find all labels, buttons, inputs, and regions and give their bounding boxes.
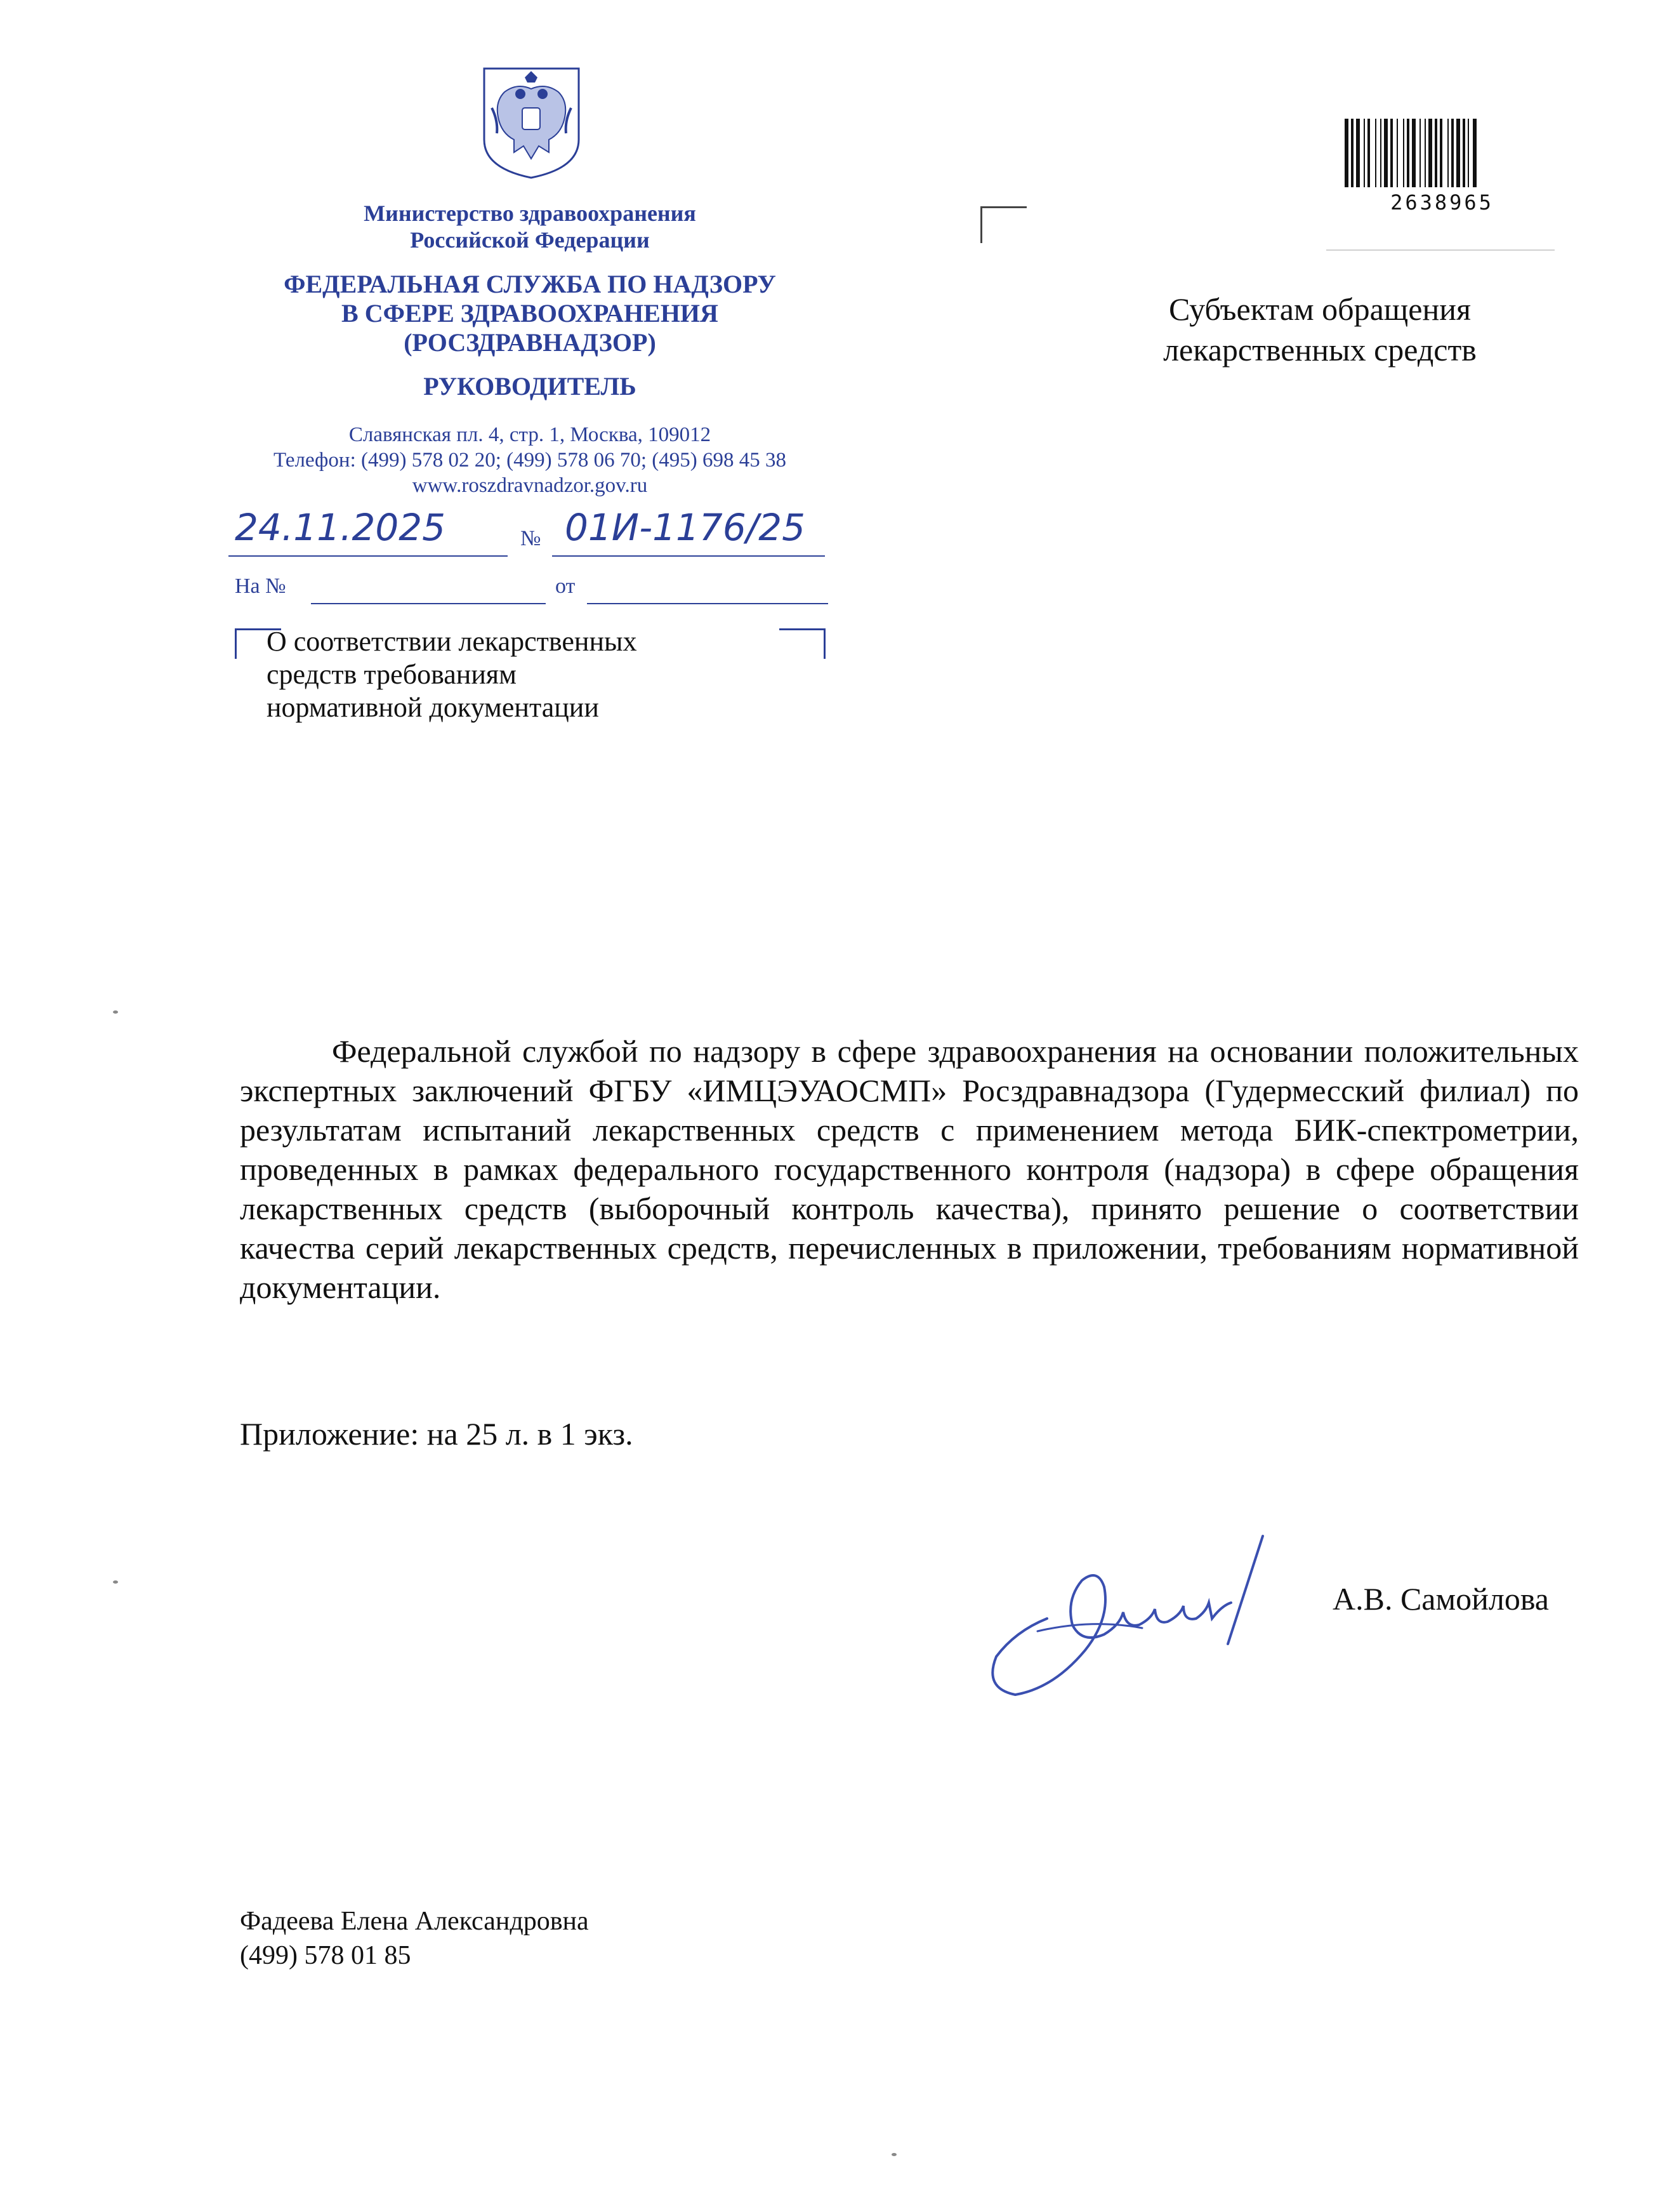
barcode-bar	[1428, 119, 1432, 187]
attachment-note: Приложение: на 25 л. в 1 экз.	[240, 1416, 633, 1452]
subject	[267, 625, 761, 724]
handwritten-signature	[977, 1498, 1345, 1707]
scan-speck	[113, 1010, 118, 1014]
service-name	[190, 270, 869, 357]
reference-date-label: от	[555, 574, 576, 598]
barcode-bar	[1375, 119, 1376, 187]
barcode-bar	[1451, 119, 1454, 187]
barcode-number: 2638965	[1390, 190, 1494, 215]
address: Славянская пл. 4, стр. 1, Москва, 109012	[348, 423, 711, 446]
barcode-bar	[1397, 119, 1398, 187]
phones: Телефон: (499) 578 02 20; (499) 578 06 70; (495) 698 45 38	[273, 449, 787, 472]
barcode-bar	[1456, 119, 1460, 187]
registration-number: 01И-1176/25	[565, 506, 806, 549]
ministry-line-2: Российской Федерации	[410, 227, 650, 253]
barcode-bar	[1367, 119, 1370, 187]
registration-date: 24.11.2025	[235, 506, 446, 549]
head-title: РУКОВОДИТЕЛЬ	[423, 372, 636, 401]
registration-number-label: №	[520, 527, 541, 550]
scan-speck	[113, 1580, 118, 1584]
subject-line-1: О соответствии лекарственных	[267, 626, 637, 657]
barcode-bar	[1420, 119, 1421, 187]
addressee-line-1: Субъектам обращения	[1169, 291, 1471, 327]
addressee-corner-mark	[980, 206, 1027, 243]
subject-line-2: средств требованиям	[267, 659, 517, 690]
barcode-bar	[1380, 119, 1381, 187]
barcode-underline	[1326, 249, 1555, 251]
addressee-line-2: лекарственных средств	[1163, 332, 1477, 368]
subject-bracket-right	[779, 628, 826, 659]
barcode	[1342, 117, 1545, 190]
contacts	[190, 422, 869, 498]
registration-date-field	[228, 505, 508, 557]
barcode-bar	[1447, 119, 1449, 187]
reference-number-line	[311, 603, 546, 604]
service-line-3: (РОСЗДРАВНАДЗОР)	[404, 328, 656, 357]
executor-phone: (499) 578 01 85	[240, 1941, 411, 1970]
website: www.roszdravnadzor.gov.ru	[412, 474, 648, 497]
reference-number-label: На №	[235, 574, 286, 598]
executor-info	[240, 1904, 589, 1973]
ministry-line-1: Министерство здравоохранения	[364, 201, 696, 226]
body-paragraph: Федеральной службой по надзору в сфере здравоохранения на основании положительных экспертных заключений ФГБУ «ИМЦЭУАОСМП» Росздравнадзора (Гудермесский филиал) по результатам испытаний лекарственных средств с применением метода БИК-спектрометрии, проведенных в рамках федерального государственного контроля (надзора) в сфере обращения лекарственных средств (выборочный контроль качества), принято решение о соответствии качества серий лекарственных средств, перечисленных в приложении, требованиям нормативной документации.	[240, 1033, 1579, 1305]
barcode-bar	[1425, 119, 1426, 187]
scan-speck	[892, 2153, 897, 2156]
barcode-bar	[1403, 119, 1404, 187]
registration-number-field	[552, 505, 825, 557]
barcode-bar	[1364, 119, 1365, 187]
barcode-bar	[1473, 119, 1477, 187]
signer-name: А.В. Самойлова	[1333, 1581, 1549, 1617]
addressee	[1066, 289, 1574, 370]
reference-date-line	[587, 603, 828, 604]
executor-name: Фадеева Елена Александровна	[240, 1907, 589, 1936]
barcode-bar	[1435, 119, 1437, 187]
barcode-bar	[1390, 119, 1393, 187]
barcode-bar	[1468, 119, 1469, 187]
barcode-bar	[1440, 119, 1442, 187]
subject-line-3: нормативной документации	[267, 692, 599, 723]
russian-coat-of-arms-icon	[479, 63, 584, 181]
service-line-2: В СФЕРЕ ЗДРАВООХРАНЕНИЯ	[341, 299, 718, 328]
barcode-bar	[1463, 119, 1465, 187]
barcode-bar	[1345, 119, 1348, 187]
barcode-bar	[1412, 119, 1416, 187]
barcode-bar	[1351, 119, 1354, 187]
service-line-1: ФЕДЕРАЛЬНАЯ СЛУЖБА ПО НАДЗОРУ	[284, 270, 776, 298]
barcode-bar	[1384, 119, 1388, 187]
ministry-name	[190, 200, 869, 253]
barcode-bar	[1407, 119, 1409, 187]
barcode-bar	[1356, 119, 1360, 187]
